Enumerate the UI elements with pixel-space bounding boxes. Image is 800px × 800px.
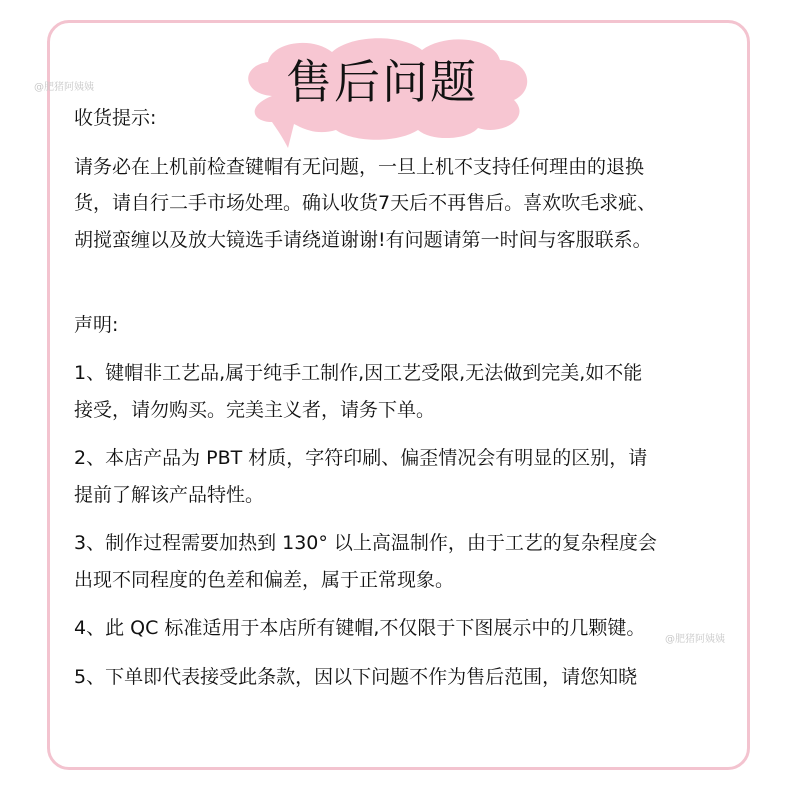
statement-item-3-line: 出现不同程度的色差和偏差，属于正常现象。 (74, 568, 455, 591)
statement-item-2-line: 提前了解该产品特性。 (74, 483, 265, 506)
receipt-line: 请务必在上机前检查键帽有无问题，一旦上机不支持任何理由的退换 (74, 155, 645, 178)
statement-item-5-line: 5、下单即代表接受此条款，因以下问题不作为售后范围，请您知晓 (74, 665, 638, 688)
watermark-top: @肥猪阿姨姨 (34, 82, 94, 93)
statement-item-4-line: 4、此 QC 标准适用于本店所有键帽,不仅限于下图展示中的几颗键。 (74, 617, 646, 639)
receipt-line: 胡搅蛮缠以及放大镜选手请绕道谢谢!有问题请第一时间与客服联系。 (74, 228, 652, 251)
document-body (74, 100, 744, 695)
receipt-line: 货，请自行二手市场处理。确认收货7天后不再售后。喜欢吹毛求疵、 (74, 192, 657, 214)
page-title: 售后问题 (286, 55, 478, 109)
statement-item-1-line: 接受，请勿购买。完美主义者，请务下单。 (74, 398, 436, 421)
statement-heading: 声明: (74, 313, 119, 336)
watermark-bottom: @肥猪阿姨姨 (665, 634, 725, 645)
statement-item-2-line: 2、本店产品为 PBT 材质，字符印刷、偏歪情况会有明显的区别，请 (74, 447, 648, 469)
section-spacer (74, 258, 744, 295)
receipt-heading: 收货提示: (74, 107, 157, 129)
statement-item-3-line: 3、制作过程需要加热到 130° 以上高温制作，由于工艺的复杂程度会 (74, 532, 657, 554)
statement-item-1-line: 1、键帽非工艺品,属于纯手工制作,因工艺受限,无法做到完美,如不能 (74, 362, 643, 384)
